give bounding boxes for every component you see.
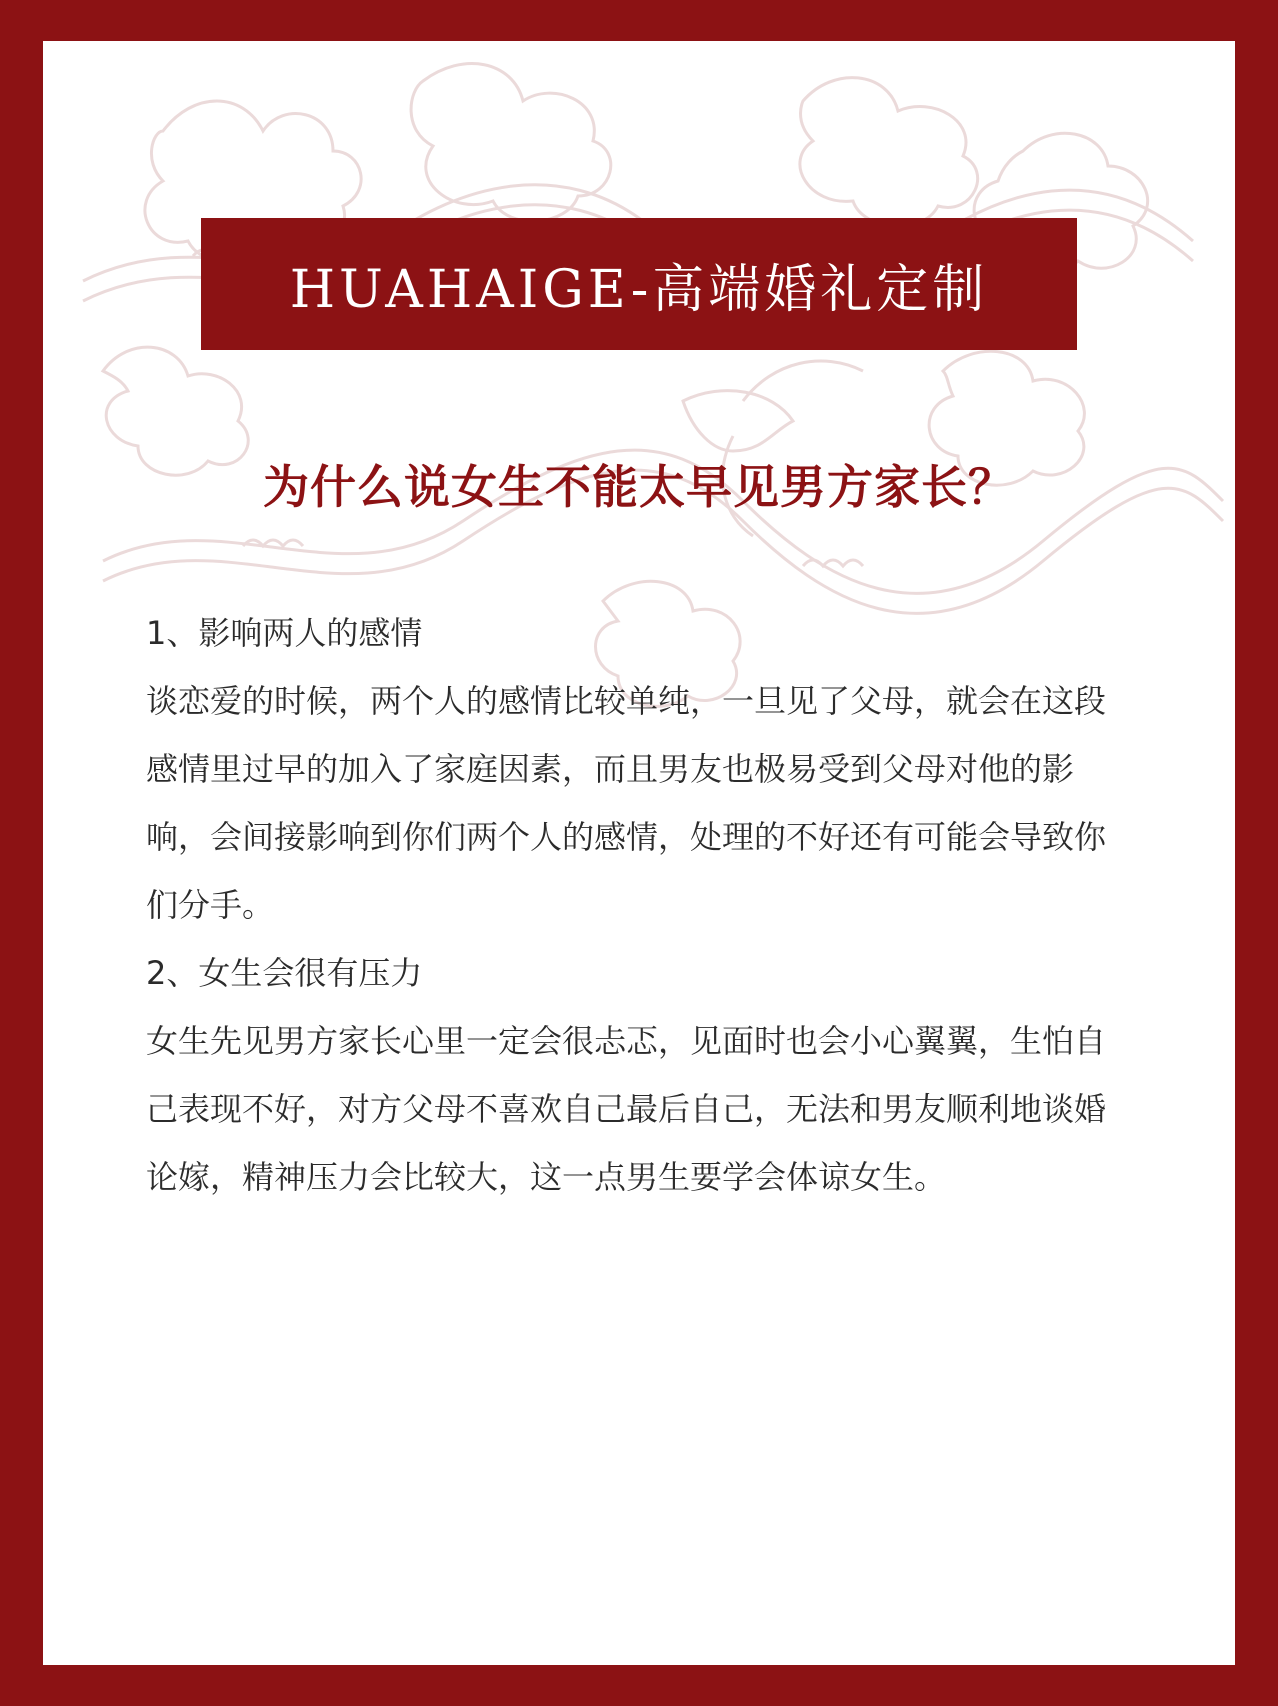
section-heading: 1、影响两人的感情 <box>146 614 423 652</box>
content-card <box>43 41 1235 1665</box>
article-body <box>146 599 1131 1211</box>
article-title: 为什么说女生不能太早见男方家长？ <box>263 460 1015 514</box>
section-body: 女生先见男方家长心里一定会很忐忑，见面时也会小心翼翼，生怕自己表现不好，对方父母不喜欢自己最后自己，无法和男友顺利地谈婚论嫁，精神压力会比较大，这一点男生要学会体谅女生。 <box>146 1022 1107 1196</box>
section-heading: 2、女生会很有压力 <box>146 954 423 992</box>
section-body: 谈恋爱的时候，两个人的感情比较单纯，一旦见了父母，就会在这段感情里过早的加入了家庭因素，而且男友也极易受到父母对他的影响，会间接影响到你们两个人的感情，处理的不好还有可能会导致你们分手。 <box>146 682 1107 924</box>
brand-title: HUAHAIGE-高端婚礼定制 <box>289 259 989 320</box>
brand-banner <box>201 218 1077 350</box>
